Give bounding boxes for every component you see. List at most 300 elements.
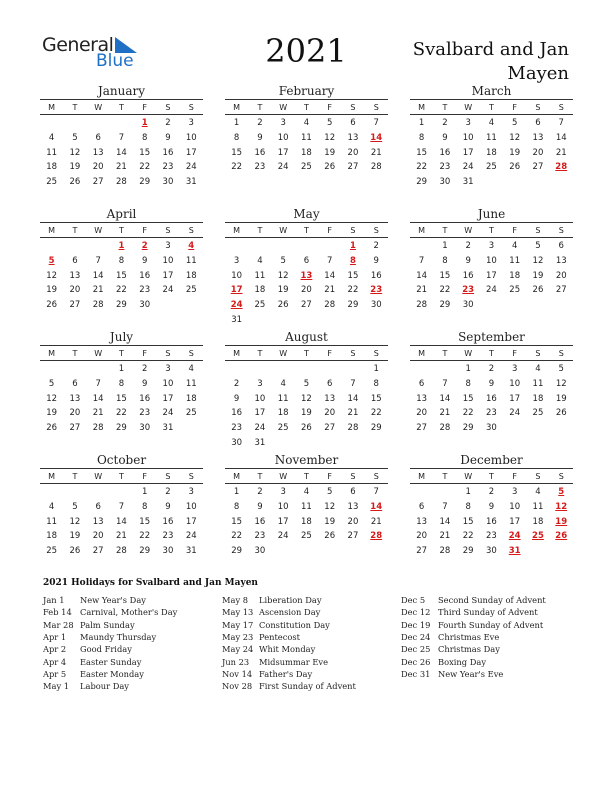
day: 22 [347,285,359,296]
day: 17 [509,516,521,527]
weekday-label: T [257,471,263,481]
day: 27 [555,285,567,296]
day: 30 [231,437,243,448]
weekday-label: M [48,225,56,235]
day: 8 [141,133,148,144]
week-row [225,362,388,377]
month-title: July [109,330,134,344]
day: 18 [301,516,312,527]
day: 4 [511,241,518,252]
weekday-header [40,99,203,115]
weekday-label: T [72,225,78,235]
week-row [225,500,388,515]
day: 24 [277,162,289,173]
week-row [40,544,203,559]
day: 9 [257,502,263,513]
day: 1 [141,487,148,498]
day: 15 [416,147,428,158]
day: 28 [347,423,359,434]
day: 14 [439,516,451,527]
weekday-header [410,99,573,115]
day: 26 [555,408,567,419]
week-row [410,406,573,421]
day: 12 [509,133,521,144]
day: 18 [509,270,521,281]
day: 5 [326,118,333,129]
day: 27 [92,546,104,557]
day: 5 [326,487,333,498]
holiday-entry [401,606,546,618]
holiday-name: Pentecost [259,632,300,643]
day: 20 [532,147,544,158]
week-row [410,175,573,190]
weekday-label: T [72,102,78,112]
day: 6 [72,256,78,267]
day: 21 [555,147,567,158]
day: 7 [95,379,101,390]
day: 25 [46,177,58,188]
weekday-label: S [165,102,171,112]
weekday-label: M [48,102,56,112]
month-calendar [40,84,203,189]
holiday-name: Second Sunday of Advent [438,595,546,606]
day: 8 [373,379,379,390]
month-title: December [460,453,523,467]
weekday-label: T [488,471,494,481]
day: 23 [254,531,266,542]
month-weeks [410,115,573,189]
holiday-day: 24 [508,531,521,542]
holiday-name: Labour Day [80,681,129,692]
day: 31 [231,314,243,325]
logo-general-text: General [42,34,114,56]
weekday-label: S [535,225,541,235]
day: 29 [370,423,382,434]
week-row [410,514,573,529]
week-row [225,529,388,544]
weekday-label: T [442,348,448,358]
month-title: June [477,207,506,221]
day: 20 [347,147,359,158]
weekday-label: F [327,348,332,358]
week-row [40,268,203,283]
day: 21 [92,285,104,296]
day: 29 [139,177,151,188]
holiday-date: Nov 14 [222,668,253,679]
holiday-name: Christmas Day [438,644,500,655]
holiday-day: 23 [370,285,383,296]
holiday-entry [222,668,356,680]
month-weeks [225,115,388,175]
week-row [40,421,203,436]
month-title: March [471,84,512,98]
day: 10 [509,379,521,390]
holiday-date: Dec 5 [401,595,426,606]
day: 18 [532,516,544,527]
day: 2 [488,364,495,375]
day: 14 [116,516,127,527]
holiday-day: 14 [370,133,383,144]
day: 18 [301,147,312,158]
day: 4 [48,133,55,144]
day: 3 [511,487,518,498]
day: 15 [347,270,359,281]
holiday-name: Constitution Day [259,619,330,630]
day: 7 [373,487,379,498]
weekday-label: M [48,471,56,481]
day: 14 [416,270,428,281]
week-row [225,283,388,298]
weekday-label: S [350,471,356,481]
holiday-date: Feb 14 [43,607,72,618]
week-row [410,485,573,500]
weekday-label: S [188,348,194,358]
day: 25 [301,162,312,173]
day: 4 [257,256,263,267]
week-row [410,268,573,283]
month-calendar [225,453,388,558]
day: 3 [465,118,471,129]
day: 27 [69,423,81,434]
week-row [225,391,388,406]
holiday-day: 28 [370,531,383,542]
week-row [40,160,203,175]
day: 11 [254,270,266,281]
weekday-label: F [142,225,147,235]
week-row [40,131,203,146]
weekday-header [225,222,388,238]
week-row [40,175,203,190]
day: 20 [301,285,312,296]
day: 26 [324,531,336,542]
holiday-date: Apr 5 [43,668,67,679]
weekday-label: W [279,225,288,235]
day: 2 [488,487,495,498]
day: 28 [92,300,104,311]
week-row [225,254,388,269]
month-weeks [410,484,573,558]
day: 30 [370,300,382,311]
day: 17 [162,393,174,404]
holiday-entry [401,643,546,655]
weekday-label: F [327,225,332,235]
day: 1 [233,118,240,129]
day: 30 [139,423,151,434]
day: 4 [303,487,310,498]
day: 30 [439,177,451,188]
week-row [225,268,388,283]
day: 12 [301,393,312,404]
weekday-label: T [303,225,309,235]
week-row [225,514,388,529]
week-row [410,362,573,377]
holiday-date: Apr 2 [43,644,67,655]
day: 13 [324,393,336,404]
day: 23 [486,531,497,542]
week-row [410,391,573,406]
holiday-entry [222,631,356,643]
day: 12 [46,270,58,281]
day: 16 [370,270,382,281]
day: 20 [69,285,81,296]
weekday-label: S [373,471,379,481]
day: 22 [231,162,243,173]
day: 17 [277,147,289,158]
day: 22 [231,531,243,542]
week-row [225,485,388,500]
day: 21 [92,408,104,419]
weekday-header [410,345,573,361]
weekday-label: S [165,471,171,481]
holiday-day: 14 [370,502,383,513]
day: 6 [558,241,564,252]
day: 31 [254,437,266,448]
month-calendar [225,330,388,450]
week-row [225,239,388,254]
holiday-name: Christmas Eve [438,632,500,643]
day: 30 [254,546,266,557]
week-row [225,377,388,392]
day: 10 [277,133,289,144]
holiday-entry [43,680,177,692]
holiday-entry [43,606,177,618]
day: 17 [185,516,197,527]
holiday-name: Father's Day [259,668,313,679]
day: 7 [95,256,101,267]
day: 24 [162,285,174,296]
weekday-label: S [558,348,564,358]
day: 2 [141,364,148,375]
day: 7 [442,379,448,390]
day: 4 [488,118,495,129]
weekday-header [225,468,388,484]
day: 3 [280,487,286,498]
day: 18 [532,393,544,404]
day: 13 [92,147,104,158]
day: 16 [462,270,474,281]
holiday-day: 25 [532,531,544,542]
region-title-line-2: Mayen [507,63,569,84]
day: 14 [324,270,336,281]
holiday-day: 23 [462,285,475,296]
holiday-name: Third Sunday of Advent [438,607,538,618]
day: 9 [257,133,263,144]
holiday-name: Palm Sunday [80,619,135,630]
day: 24 [509,408,521,419]
weekday-label: S [558,225,564,235]
day: 13 [555,256,567,267]
day: 22 [439,285,451,296]
weekday-label: T [257,348,263,358]
region-title [389,38,569,86]
week-row [40,298,203,313]
day: 14 [116,147,127,158]
weekday-label: S [535,348,541,358]
day: 13 [347,133,359,144]
week-row [40,145,203,160]
day: 29 [231,546,243,557]
day: 4 [280,379,286,390]
day: 21 [347,408,359,419]
day: 19 [324,147,336,158]
day: 26 [532,285,544,296]
holiday-date: Jun 23 [222,656,250,667]
day: 29 [462,546,474,557]
holiday-day: 13 [300,270,313,281]
day: 14 [92,393,104,404]
day: 21 [370,147,382,158]
day: 9 [165,502,171,513]
week-row [40,254,203,269]
weekday-label: M [418,102,426,112]
day: 19 [46,408,58,419]
day: 23 [139,285,151,296]
day: 9 [373,256,379,267]
week-row [410,239,573,254]
day: 2 [165,118,171,129]
day: 19 [69,162,81,173]
day: 30 [162,177,174,188]
day: 29 [462,423,474,434]
week-row [225,312,388,327]
weekday-label: T [303,102,309,112]
weekday-label: S [165,348,171,358]
day: 4 [188,364,194,375]
day: 11 [532,379,544,390]
day: 24 [185,162,197,173]
day: 27 [416,546,428,557]
holiday-entry [43,619,177,631]
day: 27 [324,423,336,434]
day: 7 [442,502,448,513]
day: 28 [439,423,451,434]
month-weeks [40,484,203,558]
day: 23 [254,162,266,173]
weekday-label: W [464,225,473,235]
day: 11 [509,256,521,267]
day: 12 [555,379,567,390]
day: 9 [165,133,171,144]
weekday-label: W [94,471,103,481]
holiday-entry [222,680,356,692]
holiday-name: Good Friday [80,644,132,655]
day: 20 [92,531,104,542]
weekday-label: W [464,102,473,112]
day: 3 [280,118,286,129]
day: 5 [511,118,518,129]
month-weeks [40,115,203,189]
day: 8 [233,133,240,144]
day: 4 [48,502,55,513]
week-row [40,529,203,544]
day: 6 [95,502,101,513]
day: 10 [185,502,197,513]
day: 26 [509,162,521,173]
day: 30 [462,300,474,311]
weekday-label: M [233,225,241,235]
day: 15 [116,270,127,281]
day: 2 [465,241,471,252]
day: 13 [416,516,428,527]
day: 27 [92,177,104,188]
day: 5 [280,256,286,267]
day: 31 [185,177,197,188]
day: 11 [185,379,197,390]
day: 6 [326,379,333,390]
day: 6 [72,379,78,390]
day: 1 [465,487,471,498]
month-calendar [410,84,573,189]
month-calendar [40,207,203,312]
day: 26 [301,423,312,434]
weekday-label: T [442,225,448,235]
holiday-date: Jan 1 [43,595,65,606]
weekday-label: T [442,102,448,112]
day: 10 [162,379,174,390]
day: 15 [139,516,151,527]
day: 10 [254,393,266,404]
holiday-date: Dec 25 [401,644,431,655]
day: 22 [370,408,382,419]
day: 27 [532,162,544,173]
day: 25 [185,408,197,419]
holiday-date: Dec 31 [401,668,431,679]
week-row [410,377,573,392]
month-title: August [285,330,328,344]
day: 14 [439,393,451,404]
week-row [225,116,388,131]
day: 9 [141,379,148,390]
day: 8 [465,379,471,390]
weekday-header [410,222,573,238]
day: 26 [277,300,289,311]
weekday-header [225,99,388,115]
day: 21 [116,531,127,542]
holiday-column [43,594,177,692]
weekday-label: M [418,225,426,235]
day: 6 [418,502,425,513]
day: 22 [139,162,151,173]
day: 9 [233,393,240,404]
month-weeks [410,361,573,435]
day: 3 [233,256,240,267]
day: 5 [72,502,78,513]
weekday-label: T [303,348,309,358]
day: 15 [231,147,243,158]
holiday-day: 19 [555,516,568,527]
day: 22 [416,162,428,173]
holiday-day: 28 [555,162,568,173]
holiday-entry [401,668,546,680]
month-calendar [40,330,203,435]
day: 10 [486,256,497,267]
month-calendar [40,453,203,558]
day: 24 [277,531,289,542]
day: 25 [486,162,497,173]
day: 29 [116,300,127,311]
weekday-label: F [512,102,517,112]
week-row [40,485,203,500]
day: 6 [418,379,425,390]
weekday-label: T [442,471,448,481]
day: 29 [439,300,451,311]
week-row [410,529,573,544]
day: 19 [509,147,521,158]
calendar-year: 2021 [265,32,347,70]
day: 19 [277,285,289,296]
holiday-entry [43,594,177,606]
holiday-day: 8 [350,256,356,267]
